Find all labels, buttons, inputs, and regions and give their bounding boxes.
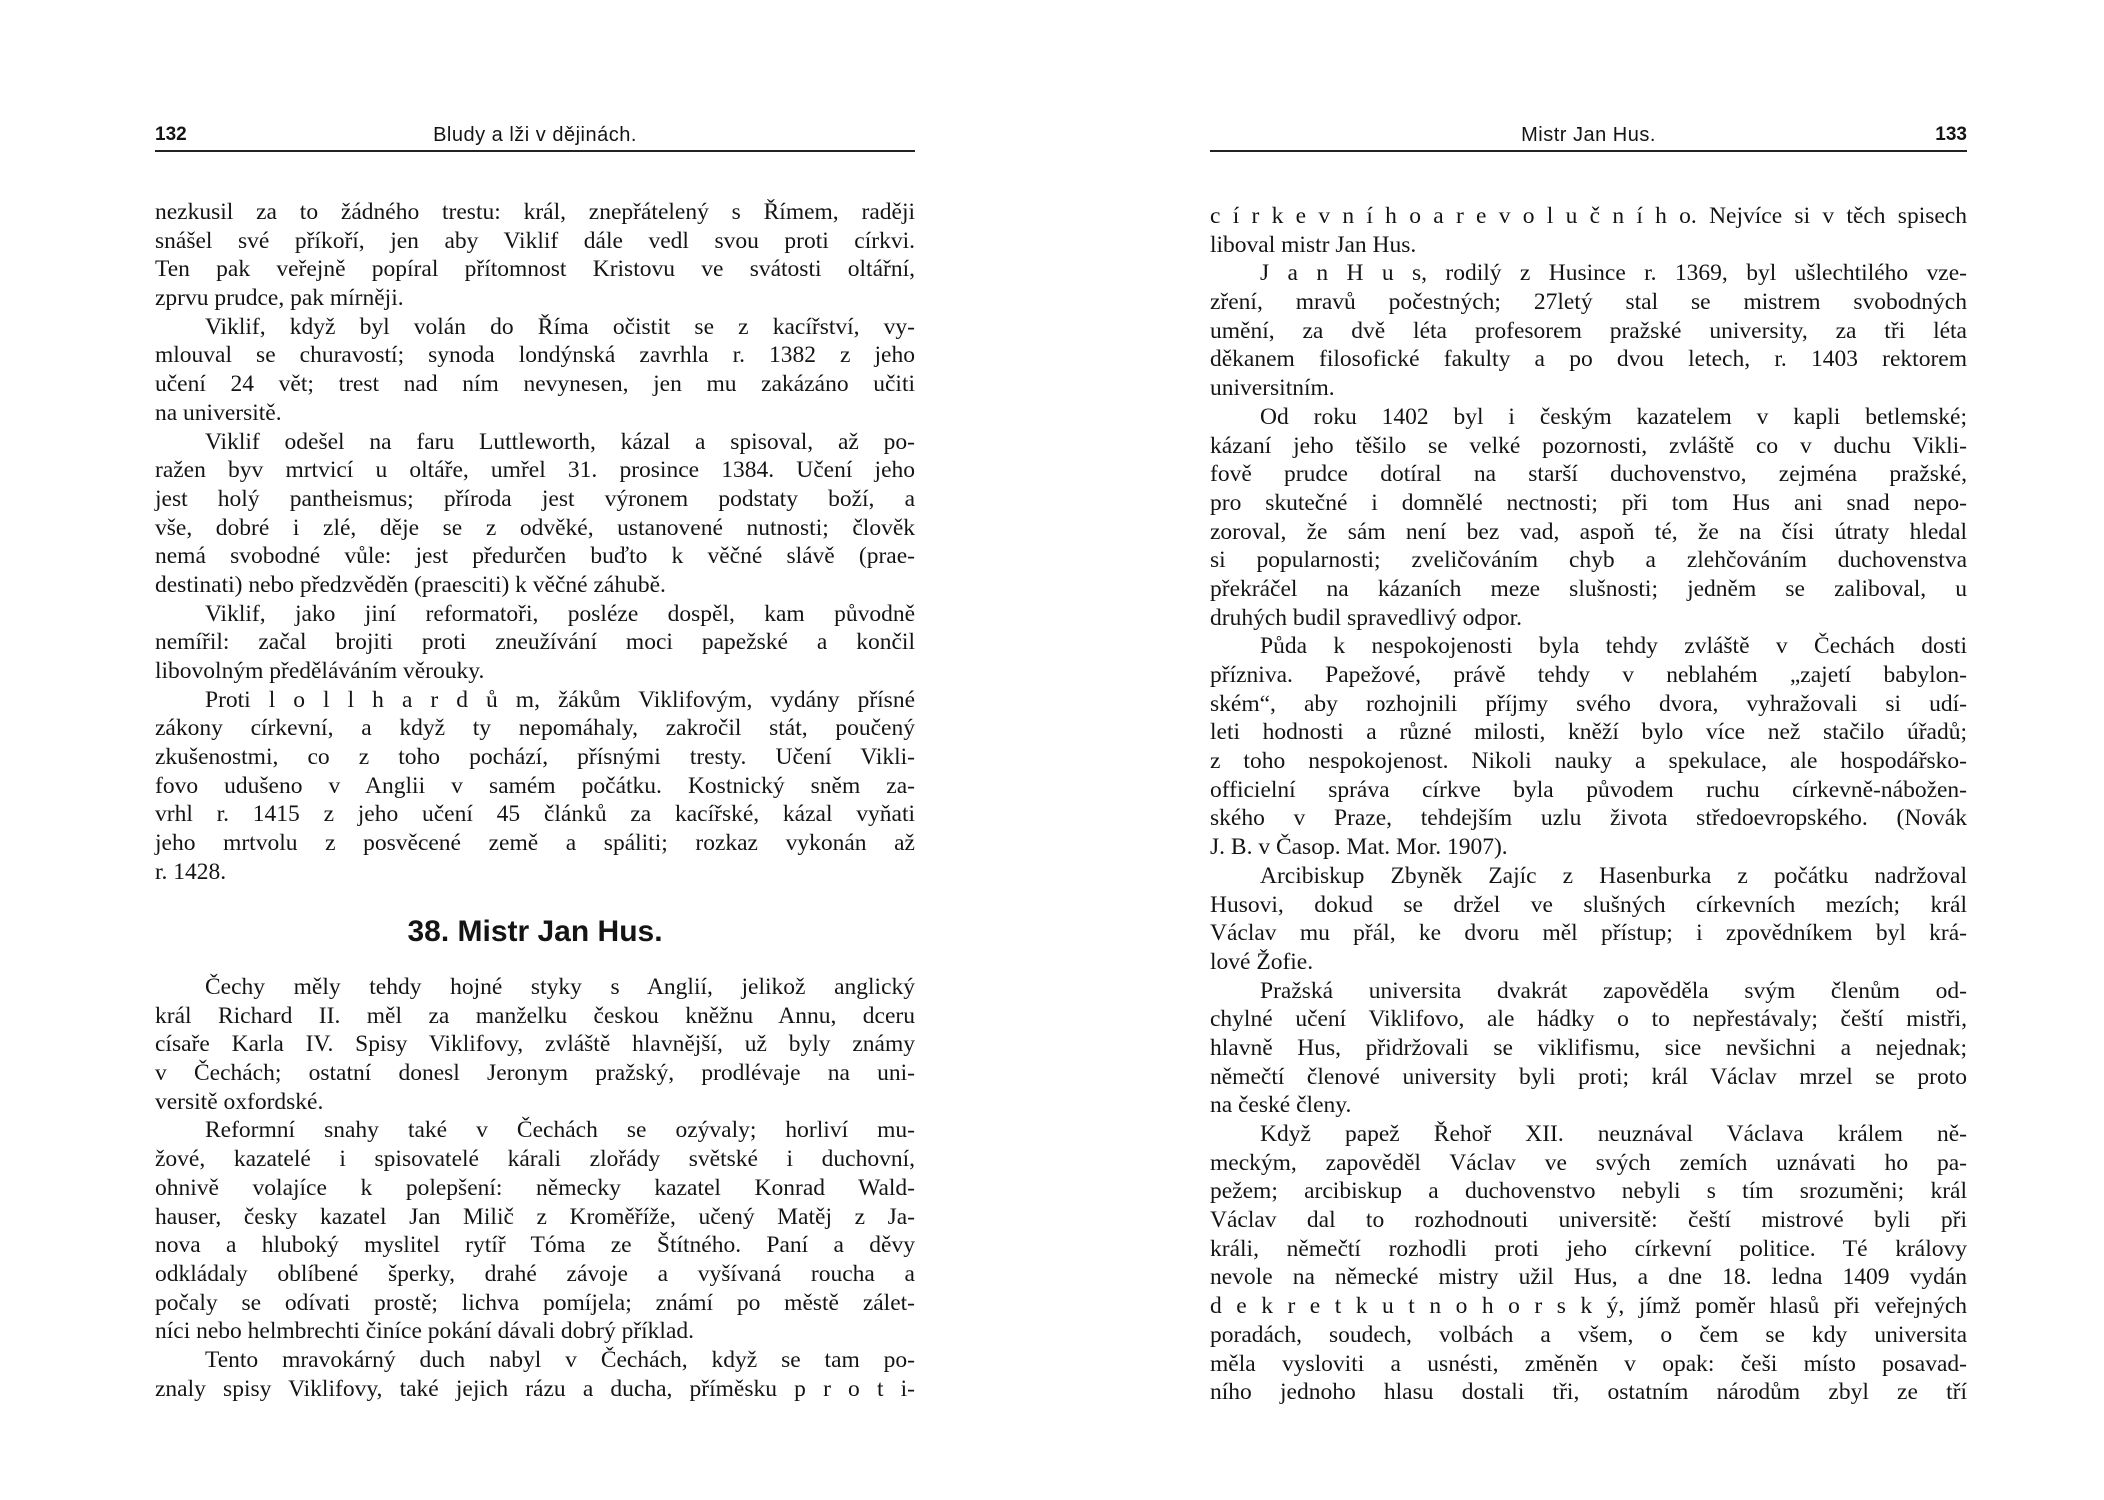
text-line: žové, kazatelé i spisovatelé kárali zlořády světské i duchovní, [155, 1146, 915, 1173]
text-line: destinati) nebo předzvěděn (praesciti) k věčné záhubě. [155, 571, 666, 598]
text-line: Václav dal to rozhodnouti universitě: čeští mistrové byli při [1210, 1207, 1967, 1234]
paragraph [1210, 862, 1967, 977]
text-line: hauser, česky kazatel Jan Milič z Kroměříže, učený Matěj z Ja- [155, 1203, 915, 1230]
text-line: jest holý pantheismus; příroda jest výronem podstaty boží, a [155, 485, 915, 512]
text-line: Reformní snahy také v Čechách se ozývaly; horliví mu- [205, 1117, 915, 1144]
text-line: zkušenostmi, co z toho pochází, přísnými tresty. Učení Vikli- [155, 744, 915, 771]
text-line: druhých budil spravedlivý odpor. [1210, 604, 1522, 631]
text-line: si popularnosti; zveličováním chyb a zlehčováním duchovenstva [1210, 547, 1967, 574]
text-line: Viklif, když byl volán do Říma očistit se z kacířství, vy- [205, 313, 915, 340]
text-line: ražen byv mrtvicí u oltáře, umřel 31. prosince 1384. Učení jeho [155, 457, 915, 484]
text-line: měla vysloviti a usnésti, změněn v opak: češi místo posavad- [1210, 1350, 1967, 1377]
text-line: Ten pak veřejně popíral přítomnost Kristovu ve svátosti oltářní, [155, 256, 915, 283]
right-body [1210, 202, 1967, 1407]
text-line: ohnivě volajíce k polepšení: německy kazatel Konrad Wald- [155, 1174, 915, 1201]
paragraph [1210, 403, 1967, 633]
text-line: nova a hluboký myslitel rytíř Tóma ze Štítného. Paní a děvy [155, 1232, 915, 1259]
text-line: zoroval, že sám není bez vad, aspoň té, že na čísi útraty hledal [1210, 518, 1967, 545]
paragraph [1210, 632, 1967, 862]
text-line: Husovi, dokud se držel ve slušných církevních mezích; král [1210, 891, 1967, 918]
text-line: Čechy měly tehdy hojné styky s Anglií, jelikož anglický [205, 974, 915, 1000]
right-page-header [1210, 120, 1967, 152]
text-line: zákony církevní, a když ty nepomáhaly, zakročil stát, poučený [155, 715, 915, 742]
text-line: ního jednoho hlasu dostali tři, ostatním národům zbyl ze tří [1210, 1379, 1967, 1406]
text-line: liboval mistr Jan Hus. [1210, 231, 1417, 258]
text-line: děkanem filosofické fakulty a po dvou letech, r. 1403 rektorem [1210, 346, 1967, 373]
text-line: Půda k nespokojenosti byla tehdy zvláště v Čechách dosti [1260, 633, 1967, 660]
paragraph [1210, 259, 1967, 402]
text-line: nevole na německé mistry užil Hus, a dne 18. ledna 1409 vydán [1210, 1264, 1967, 1291]
text-line: snášel své příkoří, jen aby Viklif dále vedl svou proti církvi. [155, 227, 915, 254]
text-line: lové Žofie. [1210, 948, 1314, 975]
running-head-right: Mistr Jan Hus. [1521, 124, 1656, 146]
text-line: mlouval se churavostí; synoda londýnská zavrhla r. 1382 z jeho [155, 342, 915, 369]
text-line: vše, dobré i zlé, děje se z odvěké, ustanovené nutnosti; člověk [155, 514, 915, 541]
text-line: Arcibiskup Zbyněk Zajíc z Hasenburka z počátku nadržoval [1260, 862, 1967, 889]
text-line: Viklif odešel na faru Luttleworth, kázal a spisoval, až po- [205, 428, 915, 455]
text-line: Tento mravokárný duch nabyl v Čechách, když se tam po- [205, 1346, 915, 1373]
text-line: J a n H u s, rodilý z Husince r. 1369, byl ušlechtilého vze- [1260, 260, 1967, 287]
text-line: chylné učení Viklifovo, ale hádky o to nepřestávaly; čeští mistři, [1210, 1006, 1967, 1033]
text-line: zření, mravů počestných; 27letý stal se mistrem svobodných [1210, 289, 1967, 316]
text-line: J. B. v Časop. Mat. Mor. 1907). [1210, 834, 1508, 861]
text-line: na české členy. [1210, 1092, 1352, 1119]
text-line: nezkusil za to žádného trestu: král, znepřátelený s Římem, raději [155, 199, 915, 225]
text-line: vrhl r. 1415 z jeho učení 45 článků za kacířské, kázal vyňati [155, 801, 915, 828]
text-line: poradách, soudech, volbách a všem, o čem se kdy universita [1210, 1321, 1967, 1348]
text-line: Od roku 1402 byl i českým kazatelem v kapli betlemské; [1260, 403, 1967, 430]
text-line: umění, za dvě léta profesorem pražské university, za tři léta [1210, 317, 1967, 344]
text-line: učení 24 vět; trest nad ním nevynesen, jen mu zakázáno učiti [155, 371, 915, 398]
text-line: počaly se odívati prostě; lichva pomíjela; známí po městě zálet- [155, 1289, 915, 1316]
paragraph [155, 428, 915, 600]
text-line: pro skutečné i domnělé nectnosti; při tom Hus ani snad nepo- [1210, 489, 1967, 516]
running-head-left: Bludy a lži v dějinách. [433, 124, 637, 146]
text-line: ského v Praze, tehdejším uzlu života středoevropského. (Novák [1210, 805, 1967, 832]
paragraph [1210, 202, 1967, 259]
text-line: král Richard II. měl za manželku českou kněžnu Annu, dceru [155, 1002, 915, 1029]
text-line: c í r k e v n í h o a r e v o l u č n í h o. Nejvíce si v těch spisech [1210, 203, 1967, 229]
page-number-left: 132 [155, 124, 187, 145]
text-line: d e k r e t k u t n o h o r s k ý, jímž poměr hlasů při veřejných [1210, 1293, 1967, 1320]
paragraph [1210, 977, 1967, 1120]
text-line: na universitě. [155, 399, 282, 426]
paragraph [155, 1346, 915, 1403]
text-line: z toho nespokojenost. Nikoli nauky a spekulace, ale hospodářsko- [1210, 748, 1967, 775]
text-line: nemá svobodné vůle: jest předurčen buďto k věčné slávě (prae- [155, 543, 915, 570]
page-number-right: 133 [1935, 124, 1967, 145]
text-line: Viklif, jako jiní reformatoři, posléze dospěl, kam původně [205, 600, 915, 627]
text-line: zprvu prudce, pak mírněji. [155, 285, 404, 312]
text-line: odkládaly oblíbené šperky, drahé závoje a vyšívaná roucha a [155, 1260, 915, 1287]
paragraph [155, 686, 915, 887]
text-line: versitě oxfordské. [155, 1088, 324, 1115]
text-line: přízniva. Papežové, právě tehdy v neblahém „zajetí babylon- [1210, 662, 1967, 688]
left-body-top [155, 198, 915, 887]
paragraph [155, 1116, 915, 1346]
text-line: Pražská universita dvakrát zapověděla svým členům od- [1260, 977, 1967, 1004]
paragraph [1210, 1120, 1967, 1407]
left-body-bottom [155, 973, 915, 1403]
text-line: nemířil: začal brojiti proti zneužívání moci papežské a končil [155, 629, 915, 656]
text-line: překráčel na kázaních meze slušnosti; jedněm se zaliboval, u [1210, 575, 1967, 602]
text-line: znaly spisy Viklifovy, také jejich rázu a ducha, příměsku p r o t i- [155, 1375, 915, 1402]
text-line: fovo udušeno v Anglii v samém počátku. Kostnický sněm za- [155, 772, 915, 799]
text-line: níci nebo helmbrechti činíce pokání dávali dobrý příklad. [155, 1318, 695, 1345]
text-line: kázaní jeho těšilo se velké pozornosti, zvláště co v duchu Vikli- [1210, 432, 1967, 459]
text-line: králi, němečtí rozhodli proti jeho církevní politice. Té královy [1210, 1235, 1967, 1262]
header-rule-right [1210, 150, 1967, 152]
text-line: officielní správa církve byla původem ruchu církevně-nábožen- [1210, 776, 1967, 803]
paragraph [155, 973, 915, 1116]
text-line: Václav mu přál, ke dvoru měl přístup; i zpovědníkem byl krá- [1210, 920, 1967, 947]
header-rule-left [155, 150, 915, 152]
paragraph [155, 313, 915, 428]
left-page-header [155, 120, 915, 152]
text-line: němečtí členové university byli proti; král Václav mrzel se proto [1210, 1063, 1967, 1090]
text-line: jeho mrtvolu z posvěcené země a spáliti; rozkaz vykonán až [155, 830, 915, 857]
text-line: libovolným předěláváním věrouky. [155, 658, 485, 684]
text-line: r. 1428. [155, 858, 227, 885]
text-line: v Čechách; ostatní donesl Jeronym pražský, prodlévaje na uni- [155, 1060, 915, 1087]
text-line: leti hodnosti a různé milosti, kněží bylo více než stačilo úřadů; [1210, 719, 1967, 746]
paragraph [155, 198, 915, 313]
chapter-heading: 38. Mistr Jan Hus. [407, 915, 663, 948]
text-line: hlavně Hus, přidržovali se viklifismu, sice nevšichni a nejednak; [1210, 1034, 1967, 1061]
text-line: meckým, zapověděl Václav ve svých zemích uznávati ho pa- [1210, 1149, 1967, 1176]
text-line: ském“, aby rozhojnili příjmy svého dvora, vyhražovali si udí- [1210, 690, 1967, 717]
paragraph [155, 600, 915, 686]
text-line: universitním. [1210, 375, 1335, 402]
text-line: Když papež Řehoř XII. neuznával Václava králem ně- [1260, 1121, 1967, 1147]
text-line: fově prudce dotíral na starší duchovenstvo, zejména pražské, [1210, 461, 1967, 488]
text-line: pežem; arcibiskup a duchovenstvo nebyli s tím srozuměni; král [1210, 1178, 1967, 1205]
text-line: Proti l o l l h a r d ů m, žákům Viklifovým, vydány přísné [205, 686, 915, 713]
text-line: císaře Karla IV. Spisy Viklifovy, zvláště hlavnější, už byly známy [155, 1031, 915, 1058]
